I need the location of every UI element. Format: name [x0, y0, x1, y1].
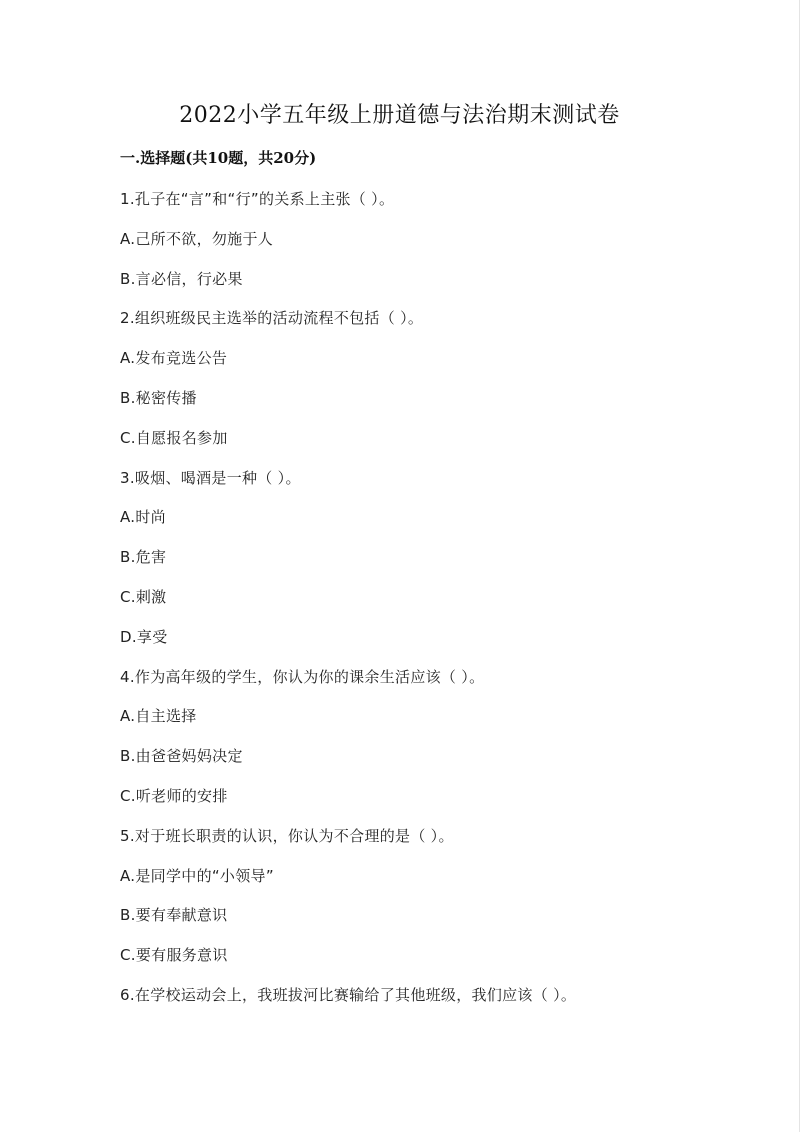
question-6: 6.在学校运动会上，我班拔河比赛输给了其他班级，我们应该（ ）。 — [120, 985, 577, 1004]
question-3-option-c: C.刺激 — [120, 587, 167, 606]
section-heading: 一.选择题(共10题，共20分) — [120, 149, 317, 167]
question-list — [120, 187, 740, 1023]
question-3-option-d: D.享受 — [120, 627, 168, 646]
question-4-option-b: B.由爸爸妈妈决定 — [120, 747, 243, 766]
question-5-option-b: B.要有奉献意识 — [120, 906, 228, 925]
question-5-option-a: A.是同学中的“小领导” — [120, 866, 274, 885]
question-4-option-a: A.自主选择 — [120, 707, 197, 726]
document-title: 2022小学五年级上册道德与法治期末测试卷 — [179, 103, 620, 128]
question-1-option-b: B.言必信，行必果 — [120, 269, 243, 288]
question-5: 5.对于班长职责的认识，你认为不合理的是（ ）。 — [120, 826, 454, 845]
question-1: 1.孔子在“言”和“行”的关系上主张（ ）。 — [120, 190, 395, 208]
question-5-option-c: C.要有服务意识 — [120, 946, 228, 965]
question-1-option-a: A.己所不欲，勿施于人 — [120, 229, 274, 248]
question-2-option-a: A.发布竞选公告 — [120, 349, 228, 368]
question-2-option-c: C.自愿报名参加 — [120, 428, 228, 447]
question-3: 3.吸烟、喝酒是一种（ ）。 — [120, 468, 301, 487]
question-2-option-b: B.秘密传播 — [120, 388, 197, 407]
question-3-option-b: B.危害 — [120, 548, 167, 567]
question-2: 2.组织班级民主选举的活动流程不包括（ ）。 — [120, 309, 424, 328]
question-3-option-a: A.时尚 — [120, 508, 166, 527]
question-4-option-c: C.听老师的安排 — [120, 786, 228, 805]
question-4: 4.作为高年级的学生，你认为你的课余生活应该（ ）。 — [120, 667, 485, 686]
